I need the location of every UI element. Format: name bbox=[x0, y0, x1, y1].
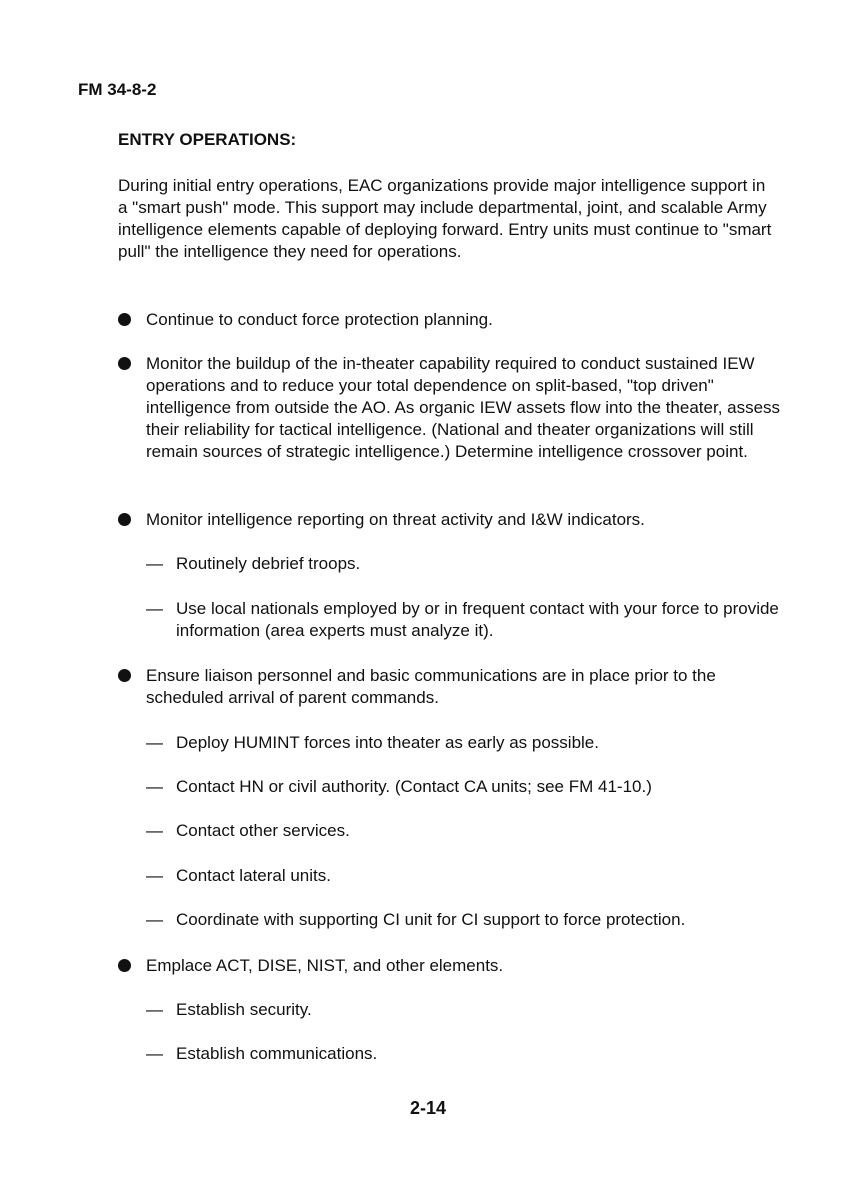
dash-icon: — bbox=[146, 910, 163, 929]
sub-item-text: Establish communications. bbox=[176, 1044, 378, 1063]
bullet-text: Emplace ACT, DISE, NIST, and other elements. bbox=[146, 956, 504, 975]
dash-icon: — bbox=[146, 777, 163, 796]
section-title: ENTRY OPERATIONS: bbox=[118, 130, 297, 149]
page-number: 2-14 bbox=[409, 1098, 447, 1118]
bullet-dot-icon bbox=[118, 313, 131, 326]
bullet-dot-icon bbox=[118, 959, 131, 972]
dash-icon: — bbox=[146, 554, 163, 573]
sub-item-text: Contact other services. bbox=[176, 821, 350, 840]
sub-item-text: Coordinate with supporting CI unit for CI support to force protection. bbox=[176, 910, 686, 929]
bullet-text: Monitor intelligence reporting on threat activity and I&W indicators. bbox=[146, 510, 645, 529]
dash-icon: — bbox=[146, 733, 163, 752]
sub-item-text: Contact HN or civil authority. (Contact CA units; see FM 41-10.) bbox=[176, 777, 652, 796]
sub-item-text: Deploy HUMINT forces into theater as early as possible. bbox=[176, 733, 599, 752]
sub-item-text: Establish security. bbox=[176, 1000, 312, 1019]
dash-icon: — bbox=[146, 1044, 163, 1063]
dash-icon: — bbox=[146, 599, 163, 618]
dash-icon: — bbox=[146, 821, 163, 840]
dash-icon: — bbox=[146, 1000, 163, 1019]
sub-item-text: Contact lateral units. bbox=[176, 866, 331, 885]
bullet-dot-icon bbox=[118, 513, 131, 526]
dash-icon: — bbox=[146, 866, 163, 885]
bullet-dot-icon bbox=[118, 669, 131, 682]
bullet-text: Ensure liaison personnel and basic communications are in place prior to the scheduled arrival of parent commands. bbox=[146, 666, 716, 707]
sub-item-text: Use local nationals employed by or in frequent contact with your force to provide information (area experts must analyze it). bbox=[176, 599, 779, 640]
bullet-text: Continue to conduct force protection planning. bbox=[146, 310, 493, 329]
bullet-dot-icon bbox=[118, 357, 131, 370]
document-id: FM 34-8-2 bbox=[78, 80, 157, 99]
intro-paragraph: During initial entry operations, EAC organizations provide major intelligence support in a "smart push" mode. This support may include departmental, joint, and scalable Army intelligence elements capable of deploying forward. Entry units must continue to "smart pull" the intelligence they need for operations. bbox=[118, 176, 772, 261]
sub-item-text: Routinely debrief troops. bbox=[176, 554, 361, 573]
bullet-text: Monitor the buildup of the in-theater capability required to conduct sustained IEW operations and to reduce your total dependence on split-based, "top driven" intelligence from outside the AO. As organic IEW assets flow into the theater, assess their reliability for tactical intelligence. (National and theater organizations will still remain sources of strategic intelligence.) Determine intelligence crossover point. bbox=[146, 354, 781, 461]
